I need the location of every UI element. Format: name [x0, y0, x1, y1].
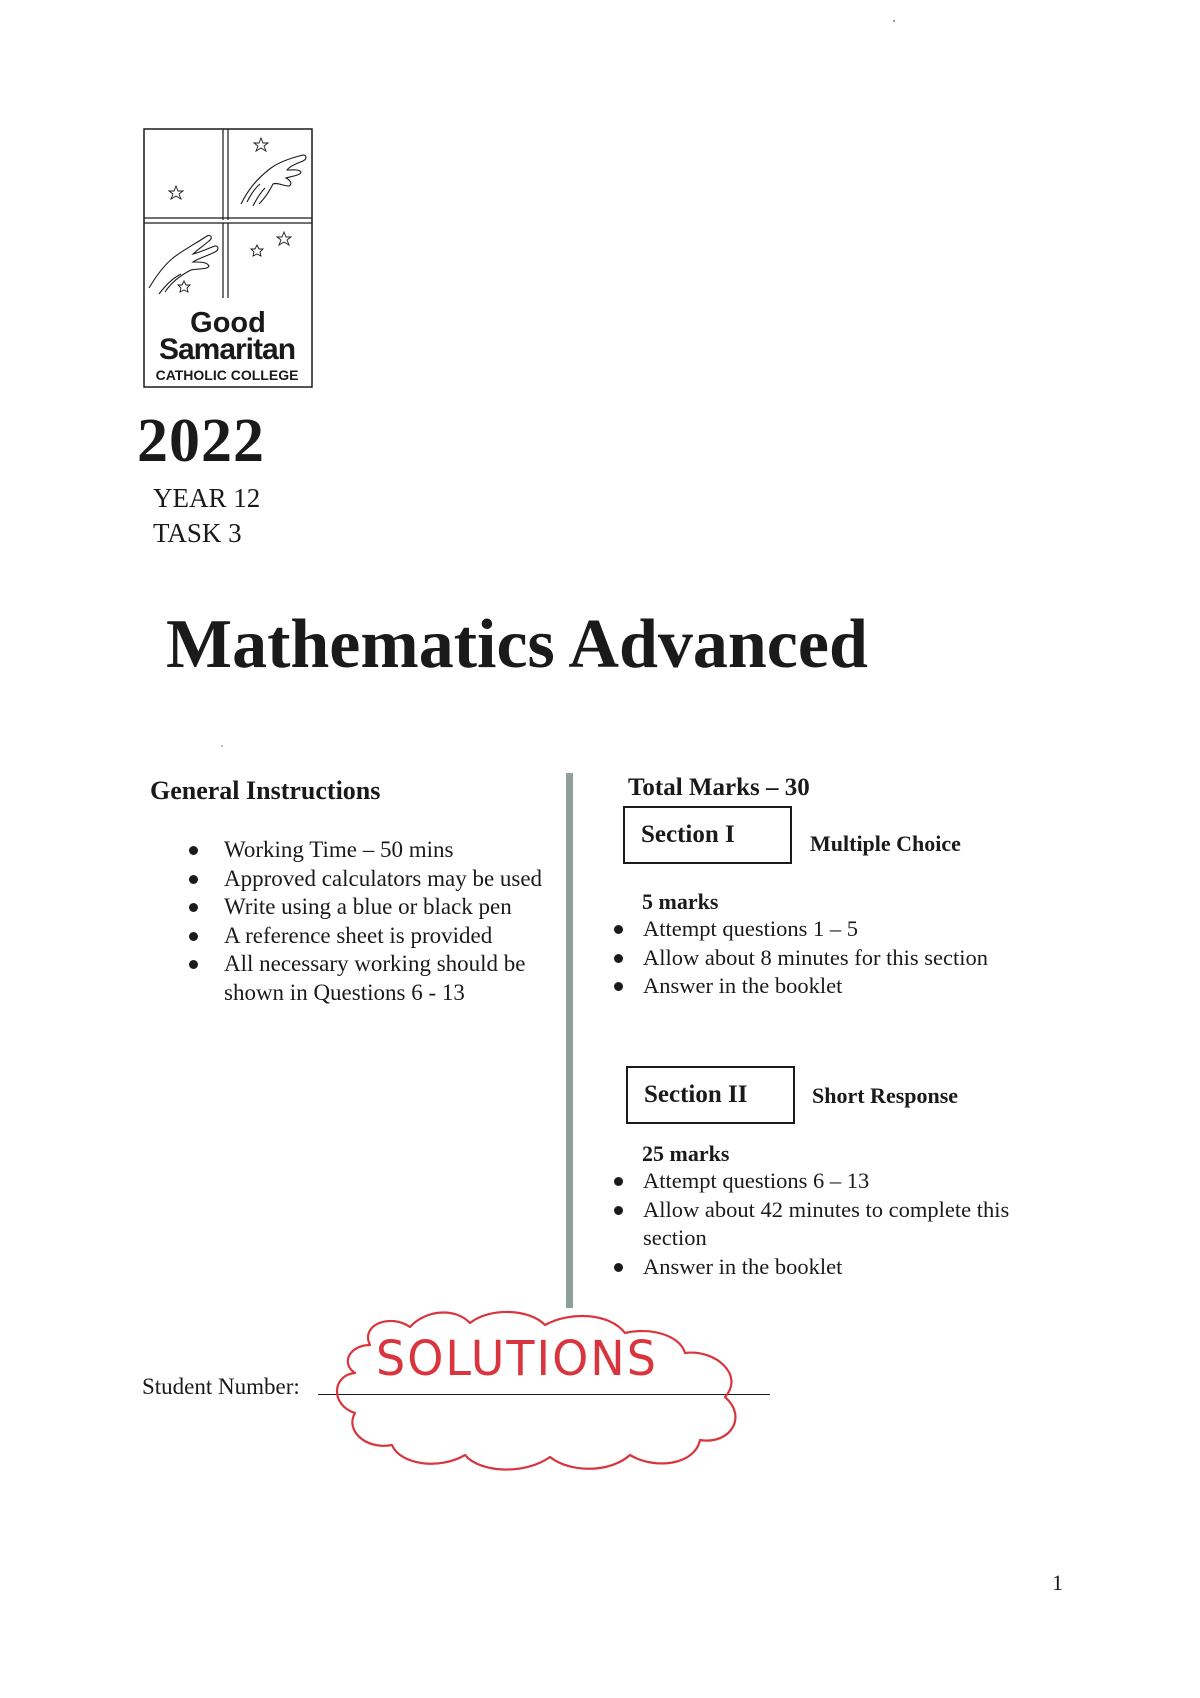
bullet-icon: [614, 925, 623, 934]
school-logo: [143, 128, 313, 388]
year-level: YEAR 12: [153, 483, 261, 513]
section-1-type: Multiple Choice: [810, 831, 961, 856]
bullet-icon: [189, 960, 198, 969]
list-item: Answer in the booklet: [643, 972, 1013, 1001]
list-item: Allow about 42 minutes to complete this section: [643, 1196, 1023, 1253]
student-number-label: Student Number:: [142, 1374, 300, 1399]
bullet-icon: [614, 1263, 623, 1272]
list-item: A reference sheet is provided: [224, 922, 564, 951]
bullet-icon: [614, 1206, 623, 1215]
bullet-icon: [189, 932, 198, 941]
column-divider: [566, 773, 573, 1308]
list-item: Attempt questions 1 – 5: [643, 915, 1013, 944]
general-instructions-list: [224, 836, 564, 1007]
general-instructions-heading: General Instructions: [150, 776, 381, 805]
list-item: Allow about 8 minutes for this section: [643, 944, 1013, 973]
section-1-label: Section I: [623, 806, 792, 864]
scan-speck: [221, 745, 223, 747]
logo-name-line1: Good: [190, 307, 266, 339]
list-item: Attempt questions 6 – 13: [643, 1167, 1023, 1196]
section-2-marks: 25 marks: [642, 1141, 730, 1166]
list-item: Approved calculators may be used: [224, 865, 564, 894]
logo-name-line3: CATHOLIC COLLEGE: [155, 367, 299, 383]
section-2-label: Section II: [626, 1066, 795, 1124]
section-2-instructions: [643, 1167, 1023, 1281]
list-item: Answer in the booklet: [643, 1253, 1023, 1282]
exam-title: Mathematics Advanced: [166, 606, 868, 683]
section-2-type: Short Response: [812, 1083, 959, 1108]
handwritten-solutions: SOLUTIONS: [376, 1329, 658, 1387]
list-item: Working Time – 50 mins: [224, 836, 564, 865]
star-icon: [169, 138, 291, 292]
list-item: All necessary working should be shown in Questions 6 - 13: [224, 950, 564, 1007]
bullet-icon: [189, 846, 198, 855]
section-1-instructions: [643, 915, 1013, 1001]
logo-name-line2: Samaritan: [158, 333, 296, 366]
task-number: TASK 3: [153, 518, 242, 548]
bullet-icon: [189, 875, 198, 884]
total-marks: Total Marks – 30: [628, 774, 810, 801]
bullet-icon: [189, 903, 198, 912]
list-item: Write using a blue or black pen: [224, 893, 564, 922]
section-1-marks: 5 marks: [642, 889, 719, 914]
bullet-icon: [614, 954, 623, 963]
scan-speck: [893, 20, 895, 22]
bullet-icon: [614, 982, 623, 991]
exam-year: 2022: [137, 407, 265, 475]
page-number: 1: [1052, 1570, 1063, 1595]
bullet-icon: [614, 1177, 623, 1186]
